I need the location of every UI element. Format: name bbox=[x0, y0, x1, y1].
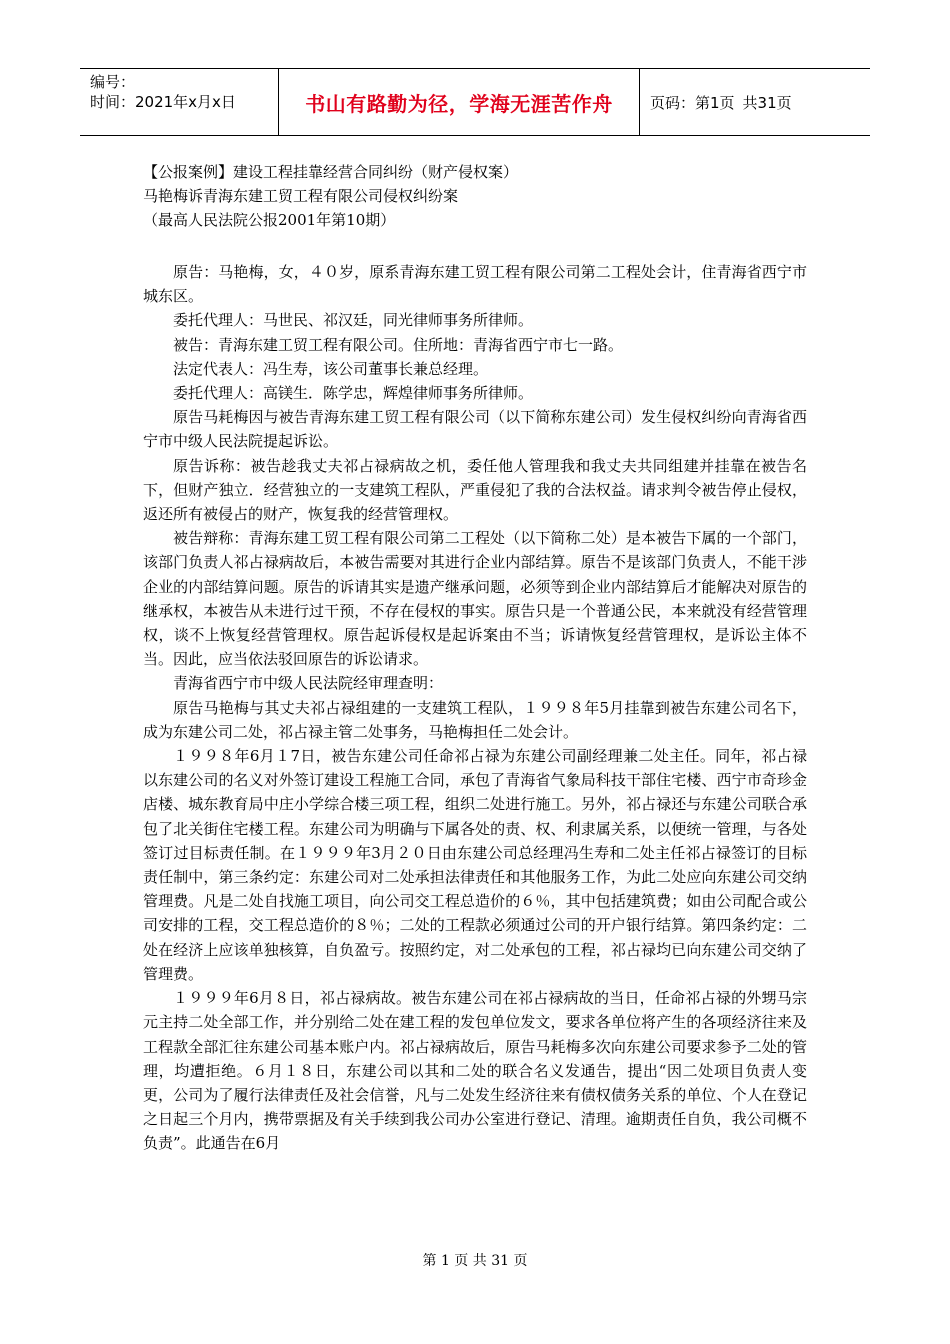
paragraph: 青海省西宁市中级人民法院经审理查明： bbox=[173, 674, 444, 693]
case-source: （最高人民法院公报2001年第10期） bbox=[143, 211, 396, 229]
paragraph: 被告辩称：青海东建工贸工程有限公司第二工程处（以下简称二处）是本被告下属的一个部门，该部门负责人祁占禄病故后，本被告需要对其进行企业内部结算。原告不是该部门负责人，不能干涉企业的内部结算问题。原告的诉请其实是遗产继承问题，必须等到企业内部结算后才能解决对原告的继承权，本被告从未进行过干预，不存在侵权的事实。原告只是一个普通公民，本来就没有经营管理权，谈不上恢复经营管理权。原告起诉侵权是起诉案由不当；诉请恢复经营管理权，是诉讼主体不当。因此，应当依法驳回原告的诉讼请求。 bbox=[143, 529, 807, 669]
paragraph: １９９９年6月８日，祁占禄病故。被告东建公司在祁占禄病故的当日，任命祁占禄的外甥马宗元主持二处全部工作，并分别给二处在建工程的发包单位发文，要求各单位将产生的各项经济往来及工程款全部汇往东建公司基本账户内。祁占禄病故后，原告马耗梅多次向东建公司要求参予二处的管理，均遭拒绝。６月１８日，东建公司以其和二处的联合名义发通告，提出“因二处项目负责人变更，公司为了履行法律责任及社会信誉，凡与二处发生经济往来有债权债务关系的单位、个人在登记之日起三个月内，携带票据及有关手续到我公司办公室进行登记、清理。逾期责任自负，我公司概不负责”。此通告在6月 bbox=[143, 989, 807, 1153]
document-number-label: 编号： bbox=[90, 73, 136, 91]
case-subtitle: 马艳梅诉青海东建工贸工程有限公司侵权纠纷案 bbox=[143, 187, 459, 205]
case-titles bbox=[143, 160, 518, 232]
paragraph: 原告诉称：被告趁我丈夫祁占禄病故之机，委任他人管理我和我丈夫共同组建并挂靠在被告名下，但财产独立．经营独立的一支建筑工程队，严重侵犯了我的合法权益。请求判令被告停止侵权，返还所有被侵占的财产，恢复我的经营管理权。 bbox=[143, 456, 807, 524]
paragraph: １９９８年6月１7日，被告东建公司任命祁占禄为东建公司副经理兼二处主任。同年，祁占禄以东建公司的名义对外签订建设工程施工合同，承包了青海省气象局科技干部住宅楼、西宁市奇珍金店楼、城东教育局中庄小学综合楼三项工程，组织二处进行施工。另外，祁占禄还与东建公司联合承包了北关街住宅楼工程。东建公司为明确与下属各处的责、权、利隶属关系，以便统一管理，与各处签订过目标责任制。在１９９９年3月２０日由东建公司总经理冯生寿和二处主任祁占禄签订的目标责任制中，第三条约定：东建公司对二处承担法律责任和其他服务工作，为此二处应向东建公司交纳管理费。凡是二处自找施工项目，向公司交工程总造价的６％，其中包括建筑费；如由公司配合或公司安排的工程，交工程总造价的８％；二处的工程款必须通过公司的开户银行结算。第四条约定：二处在经济上应该单独核算，自负盈亏。按照约定，对二处承包的工程，祁占禄均已向东建公司交纳了管理费。 bbox=[143, 747, 807, 983]
header-page-total: 共31页 bbox=[742, 93, 792, 112]
header-page-info bbox=[640, 69, 870, 135]
page-header bbox=[80, 68, 870, 136]
paragraph: 委托代理人：高镁生．陈学忠，辉煌律师事务所律师。 bbox=[173, 384, 534, 403]
page-footer: 第 1 页 共 31 页 bbox=[422, 1253, 528, 1269]
document-body bbox=[143, 260, 807, 1156]
header-motto: 书山有路勤为径，学海无涯苦作舟 bbox=[278, 69, 640, 135]
paragraph: 委托代理人：马世民、祁汉廷，同光律师事务所律师。 bbox=[173, 311, 534, 330]
document-time-label: 时间：2021年x月x日 bbox=[90, 93, 236, 111]
paragraph: 原告：马艳梅，女，４０岁，原系青海东建工贸工程有限公司第二工程处会计，住青海省西宁市城东区。 bbox=[143, 263, 807, 306]
paragraph: 被告：青海东建工贸工程有限公司。住所地：青海省西宁市七一路。 bbox=[173, 335, 624, 354]
paragraph: 原告马艳梅与其丈夫祁占禄组建的一支建筑工程队，１９９８年5月挂靠到被告东建公司名下，成为东建公司二处，祁占禄主管二处事务，马艳梅担任二处会计。 bbox=[143, 698, 807, 741]
header-page-number: 页码：第1页 bbox=[650, 93, 735, 112]
paragraph: 原告马耗梅因与被告青海东建工贸工程有限公司（以下简称东建公司）发生侵权纠纷向青海省西宁市中级人民法院提起诉讼。 bbox=[143, 408, 807, 451]
header-meta bbox=[80, 69, 278, 135]
case-title: 【公报案例】建设工程挂靠经营合同纠纷（财产侵权案） bbox=[143, 163, 519, 181]
paragraph: 法定代表人：冯生寿，该公司董事长兼总经理。 bbox=[173, 359, 489, 378]
